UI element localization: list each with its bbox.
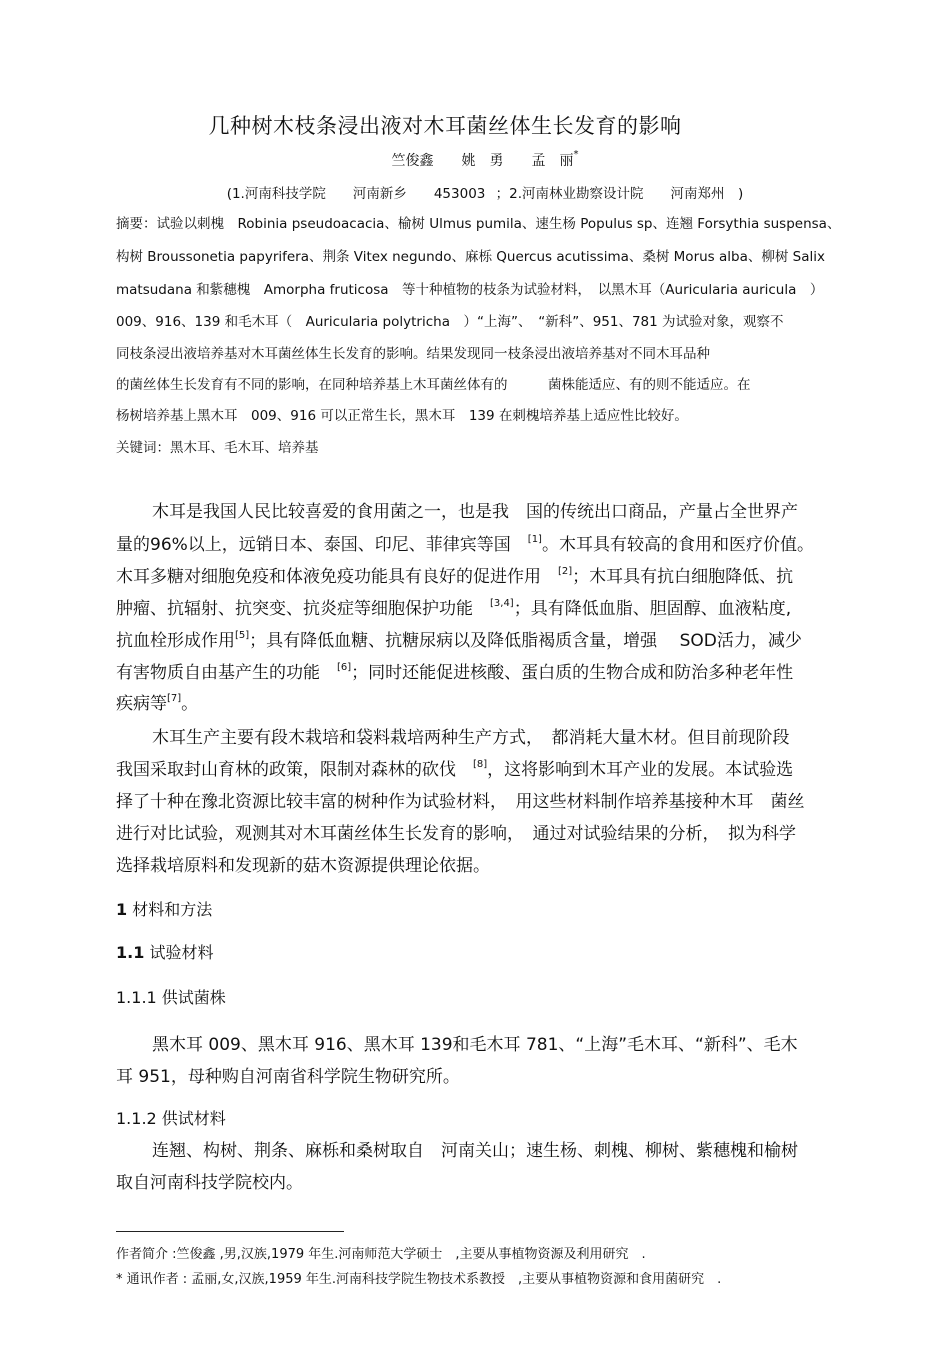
materials-line-2: 取自河南科技学院校内。	[116, 1173, 303, 1193]
section-heading-1: 1 材料和方法	[116, 900, 213, 919]
intro-line-1: 木耳是我国人民比较喜爱的食用菌之一，也是我 国的传统出口商品，产量占全世界产	[152, 502, 798, 522]
strains-line-1: 黑木耳 009、黑木耳 916、黑木耳 139和毛木耳 781、“上海”毛木耳、“新科”、毛木	[152, 1035, 798, 1055]
abstract-line-7: 杨树培养基上黑木耳 009、916 可以正常生长，黑木耳 139 在刺槐培养基上适应性比较好。	[116, 408, 688, 424]
intro-line-5: 抗血栓形成作用[5]；具有降低血糖、抗糖尿病以及降低脂褐质含量，增强 SOD活力，减少	[116, 630, 802, 651]
citation: [8]	[473, 759, 488, 770]
citation: [6]	[337, 662, 352, 673]
abstract-line-2: 构树 Broussonetia papyrifera、荆条 Vitex negundo、麻栎 Quercus acutissima、桑树 Morus alba、柳树 Salix	[116, 249, 825, 265]
author-list	[0, 149, 950, 170]
citation: [5]	[235, 630, 250, 641]
para2-line-1: 木耳生产主要有段木栽培和袋料栽培两种生产方式， 都消耗大量木材。但目前现阶段	[152, 728, 790, 748]
para2-line-3: 择了十种在豫北资源比较丰富的树种作为试验材料， 用这些材料制作培养基接种木耳 菌丝	[116, 792, 805, 812]
abstract-line-3: matsudana 和紫穗槐 Amorpha fruticosa 等十种植物的枝条为试验材料， 以黑木耳（Auricularia auricula ）	[116, 282, 824, 298]
footnote-divider	[116, 1231, 344, 1232]
intro-line-3: 木耳多糖对细胞免疫和体液免疫功能具有良好的促进作用 [2]；木耳具有抗白细胞降低、抗	[116, 566, 794, 587]
citation: [3,4]	[490, 598, 514, 609]
citation: [2]	[558, 566, 573, 577]
abstract-line-1: 摘要：试验以刺槐 Robinia pseudoacacia、榆树 Ulmus pumila、速生杨 Populus sp、连翘 Forsythia suspensa、	[116, 216, 841, 232]
citation: [7]	[167, 693, 182, 704]
abstract-line-5: 同枝条浸出液培养基对木耳菌丝体生长发育的影响。结果发现同一枝条浸出液培养基对不同木耳品种	[116, 346, 710, 362]
section-heading-1-1-1: 1.1.1 供试菌株	[116, 988, 226, 1007]
intro-line-4: 肿瘤、抗辐射、抗突变、抗炎症等细胞保护功能 [3,4]；具有降低血脂、胆固醇、血液粘度,	[116, 598, 792, 619]
section-heading-1-1: 1.1 试验材料	[116, 943, 214, 962]
keywords: 关键词：黑木耳、毛木耳、培养基	[116, 440, 319, 456]
materials-line-1: 连翘、构树、荆条、麻栎和桑树取自 河南关山；速生杨、刺槐、柳树、紫穗槐和榆树	[152, 1141, 798, 1161]
intro-line-2: 量的96%以上，远销日本、泰国、印尼、菲律宾等国 [1]。木耳具有较高的食用和医疗价值。	[116, 534, 814, 555]
footnote-corresponding-author: * 通讯作者 : 孟丽,女,汉族,1959 年生.河南科技学院生物技术系教授 ,主要从事植物资源和食用菌研究 .	[116, 1272, 722, 1287]
section-heading-1-1-2: 1.1.2 供试材料	[116, 1109, 226, 1128]
paper-title: 几种树木枝条浸出液对木耳菌丝体生长发育的影响	[208, 114, 682, 138]
para2-line-4: 进行对比试验，观测其对木耳菌丝体生长发育的影响， 通过对试验结果的分析， 拟为科学	[116, 824, 796, 844]
strains-line-2: 耳 951，母种购自河南省科学院生物研究所。	[116, 1067, 460, 1087]
intro-line-6: 有害物质自由基产生的功能 [6]；同时还能促进核酸、蛋白质的生物合成和防治多种老年性	[116, 662, 794, 683]
para2-line-5: 选择栽培原料和发现新的菇木资源提供理论依据。	[116, 856, 490, 876]
footnote-author-bio: 作者简介 :竺俊鑫 ,男,汉族,1979 年生.河南师范大学硕士 ,主要从事植物资源及利用研究 .	[116, 1247, 646, 1262]
affiliation: (1.河南科技学院 河南新乡 453003 ；2.河南林业勘察设计院 河南郑州 )	[226, 186, 744, 202]
citation: [1]	[527, 534, 542, 545]
abstract-line-6: 的菌丝体生长发育有不同的影响，在同种培养基上木耳菌丝体有的 菌株能适应、有的则不能适应。在	[116, 377, 751, 393]
intro-line-7: 疾病等[7]。	[116, 693, 199, 714]
author-names: 竺俊鑫 姚 勇 孟 丽	[391, 153, 574, 169]
corresponding-mark: *	[573, 149, 579, 160]
para2-line-2: 我国采取封山育林的政策，限制对森林的砍伐 [8]，这将影响到木耳产业的发展。本试验选	[116, 759, 794, 780]
abstract-line-4: 009、916、139 和毛木耳（ Auricularia polytricha ）“上海”、 “新科”、951、781 为试验对象，观察不	[116, 314, 784, 330]
